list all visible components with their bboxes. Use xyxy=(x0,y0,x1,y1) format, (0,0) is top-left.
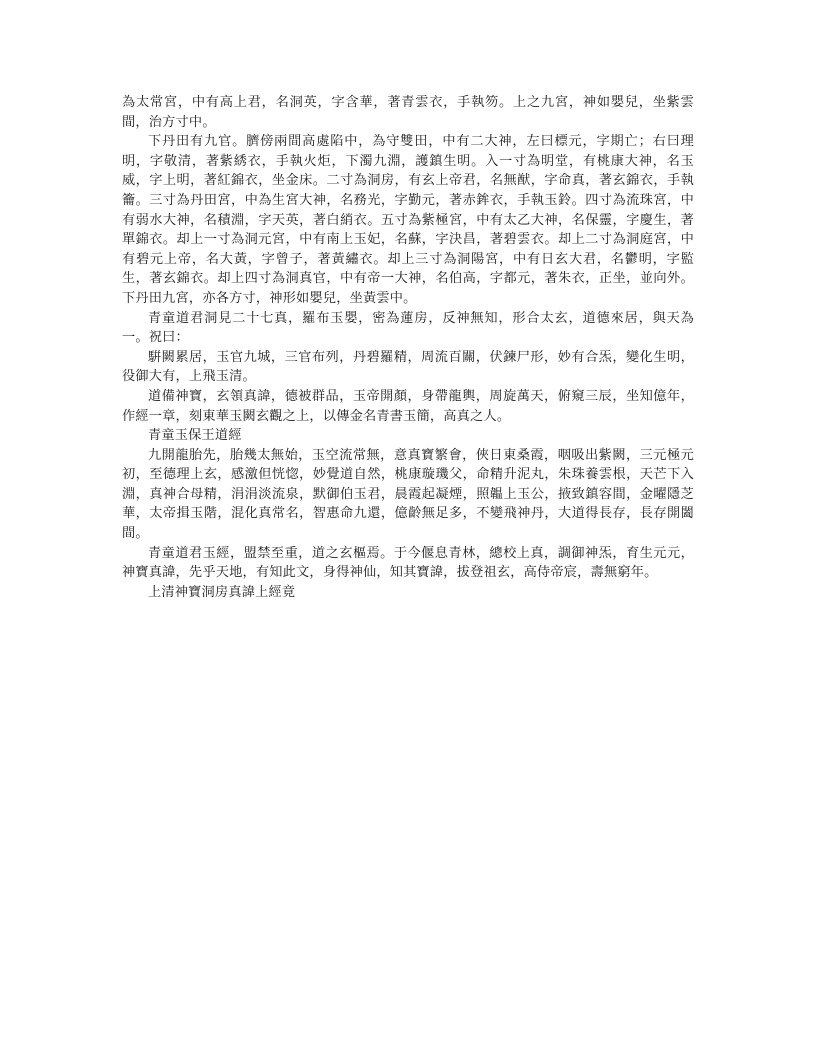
paragraph-jade-scripture: 青童道君玉經，盟禁至重，道之玄樞焉。于今偃息青林，總校上真，調御神炁，育生元元，神寶真諱，先乎天地，有知此文，身得神仙，知其寶諱，拔登祖玄，高侍帝宸，壽無窮年。 xyxy=(122,545,694,581)
paragraph-scripture-verse: 九開龍胎先，胎幾太無始，玉空流常無，意真寶繁會，俠日東桑霞，咽吸出紫闕，三元極元初，至德理上玄，感激但恍惚，妙覺道自然，桃康璇璣父，命精升泥丸，朱珠養雲根，天芒下入淵，真神合母精，涓涓淡流泉，默御伯玉君，晨霞起凝煙，照韞上玉公，掖致鎮容間，金曜隱芝華，太帝揖玉階，混化真常名，智惠命九還，億齡無足多，不變飛神丹，大道得長存，長存開闔間。 xyxy=(122,447,694,542)
paragraph-incantation: 騈闕累居，玉官九城，三官布列，丹碧羅精，周流百關，伏鍊尸形，妙有合炁，變化生明，役御大有，上飛玉清。 xyxy=(122,349,694,385)
paragraph-taichang-palace: 為太常宮，中有高上君，名洞英，字含華，著青雲衣，手執笏。上之九宮，神如嬰兒，坐紫雲間，治方寸中。 xyxy=(122,95,694,130)
closing-line: 上清神寶洞房真諱上經竟 xyxy=(148,584,296,600)
paragraph-daobei-shenbao: 道備神寶，玄領真諱，德被群品，玉帝開顏，身帶龍輿，周旋萬天，俯窺三辰，坐知億年，作經一章，刻東華玉闕玄觀之上，以傳金名青書玉簡，高真之人。 xyxy=(122,388,694,424)
document-page xyxy=(122,93,694,602)
paragraph-lower-dantian: 下丹田有九官。臍傍兩間高處陷中，為守雙田，中有二大神，左曰標元，字期亡；右曰理明，字敬清，著紫綉衣，手執火炬，下濁九淵，護鎮生明。入一寸為明堂，有桃康大神，名玉威，字上明，著紅錦衣，坐金床。二寸為洞房，有玄上帝君，名無猷，字命真，著玄錦衣，手執籥。三寸為丹田宮，中為生宮大神，名務光，字勤元，著赤鉾衣，手執玉鈴。四寸為流珠宮，中有弱水大神，名積淵，字天英，著白綃衣。五寸為紫極宮，中有太乙大神，名保靈，字慶生，著單錦衣。却上一寸為洞元宮，中有南上玉妃，名蘇，字決昌，著碧雲衣。却上二寸為洞庭宮，中有碧元上帝，名大黃，字曾子，著黃繡衣。却上三寸為洞陽宮，中有日玄大君，名鬱明，字監生，著玄錦衣。却上四寸為洞真官，中有帝一大神，名伯高，字都元，著朱衣，正坐，並向外。下丹田九宮，亦各方寸，神形如嬰兒，坐黃雲中。 xyxy=(122,134,694,306)
section-heading-qingtong-yubao: 青童玉保王道經 xyxy=(148,428,242,444)
paragraph-qingtong-daojun: 青童道君洞見二十七真，羅布玉嬰，密為蓮房，反神無知，形合太玄，道德來居，與天為一。祝曰： xyxy=(122,310,694,346)
